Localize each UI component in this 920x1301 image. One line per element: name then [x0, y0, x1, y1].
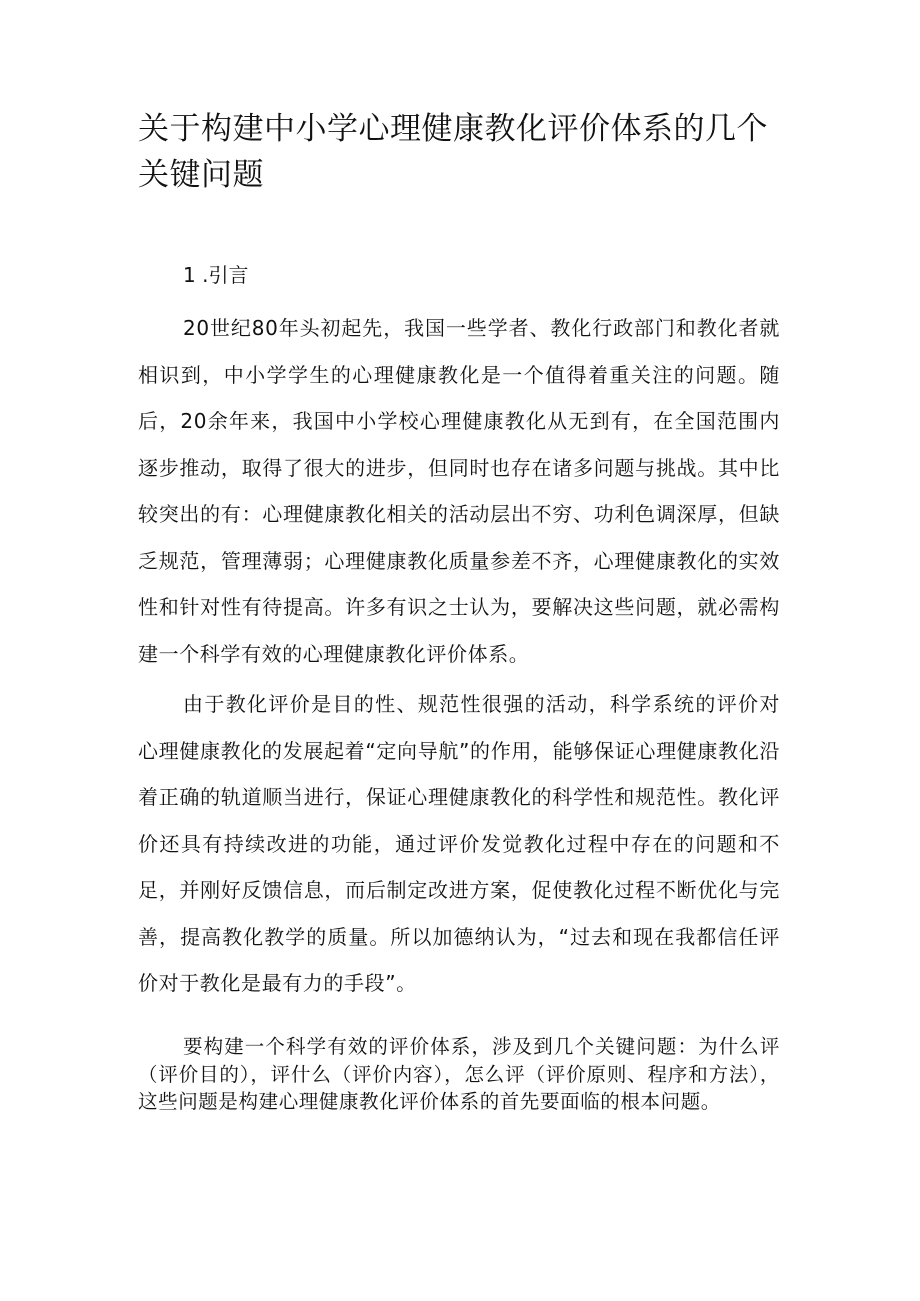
- paragraph-2: 由于教化评价是目的性、规范性很强的活动，科学系统的评价对心理健康教化的发展起着“定向导航”的作用，能够保证心理健康教化沿着正确的轨道顺当进行，保证心理健康教化的科学性和规范性。教化评价还具有持续改进的功能，通过评价发觉教化过程中存在的问题和不足，并刚好反馈信息，而后制定改进方案，促使教化过程不断优化与完善，提高教化教学的质量。所以加德纳认为，“过去和现在我都信任评价对于教化是最有力的手段”。: [138, 692, 780, 995]
- paragraph-1: 20世纪80年头初起先，我国一些学者、教化行政部门和教化者就相识到，中小学学生的心理健康教化是一个值得着重关注的问题。随后，20余年来，我国中小学校心理健康教化从无到有，在全国范围内逐步推动，取得了很大的进步，但同时也存在诸多问题与挑战。其中比较突出的有：心理健康教化相关的活动层出不穷、功利色调深厚，但缺乏规范，管理薄弱；心理健康教化质量参差不齐，心理健康教化的实效性和针对性有待提高。许多有识之士认为，要解决这些问题，就必需构建一个科学有效的心理健康教化评价体系。: [138, 316, 780, 666]
- document-title: 关于构建中小学心理健康教化评价体系的几个关键问题: [138, 111, 768, 193]
- section-heading: 1 .引言: [183, 263, 249, 287]
- paragraph-3: 要构建一个科学有效的评价体系，涉及到几个关键问题：为什么评（评价目的），评什么（评价内容），怎么评（评价原则、程序和方法），这些问题是构建心理健康教化评价体系的首先要面临的根本问题。: [138, 1035, 780, 1113]
